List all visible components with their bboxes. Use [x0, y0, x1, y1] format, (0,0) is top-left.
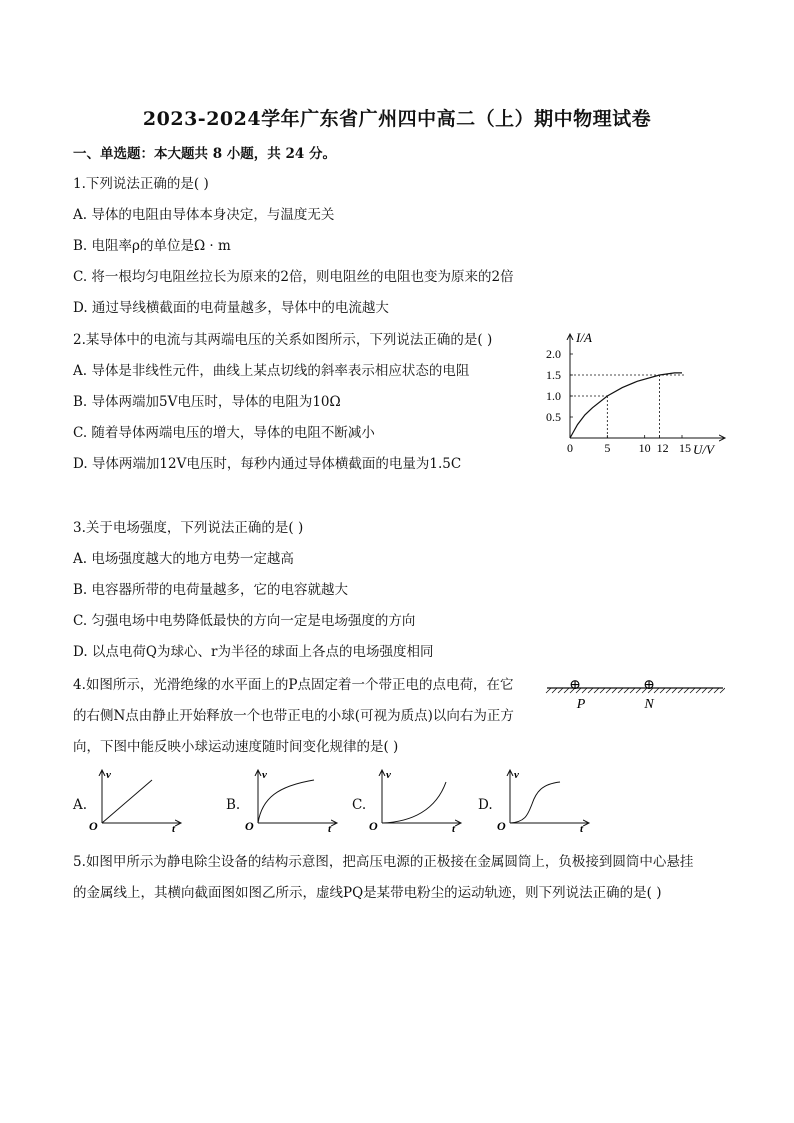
q4-option-d-label: D. [478, 797, 493, 813]
charge-n-icon: ⊕ [643, 678, 655, 693]
x-tick-label: 0 [567, 441, 573, 455]
axis-v-label: v [106, 769, 111, 781]
y-axis-label: I/A [576, 330, 592, 345]
axis-t-label: t [328, 823, 332, 832]
y-tick-label: 0.5 [546, 410, 561, 424]
q1-stem: 1.下列说法正确的是( ) [73, 176, 209, 192]
label-p: P [576, 697, 586, 712]
axis-t-label: t [580, 823, 584, 832]
axis-t-label: t [172, 823, 176, 832]
q2-option-a: A. 导体是非线性元件，曲线上某点切线的斜率表示相应状态的电阻 [73, 363, 470, 379]
q2-option-c: C. 随着导体两端电压的增大，导体的电阻不断减小 [73, 425, 375, 441]
q4-stem-line2: 的右侧N点由静止开始释放一个也带正电的小球(可视为质点)以向右为正方 [73, 708, 514, 724]
x-tick-label: 12 [656, 441, 669, 455]
vt-curve-a [102, 780, 152, 823]
iu-chart-svg [540, 328, 730, 463]
q5-stem-line1: 5.如图甲所示为静电除尘设备的结构示意图，把高压电源的正极接在金属圆筒上，负极接到圆筒中心悬挂 [73, 854, 694, 870]
label-n: N [644, 697, 654, 712]
y-tick-label: 1.5 [546, 368, 561, 382]
q4-graph-d [494, 768, 594, 832]
vt-curve-b [258, 780, 314, 823]
charge-p-icon: ⊕ [569, 678, 581, 693]
axis-v-label: v [386, 769, 391, 781]
y-tick-label: 1.0 [546, 389, 561, 403]
y-tick-label: 2.0 [546, 347, 561, 361]
q2-option-d: D. 导体两端加12V电压时，每秒内通过导体横截面的电量为1.5C [73, 456, 462, 472]
x-axis-label: U/V [693, 442, 714, 457]
origin-label: O [369, 819, 378, 832]
q4-graph-b [242, 768, 342, 832]
q1-option-a: A. 导体的电阻由导体本身决定，与温度无关 [73, 207, 335, 223]
axis-t-label: t [452, 823, 456, 832]
origin-label: O [89, 819, 98, 832]
q4-stem-line3: 向，下图中能反映小球运动速度随时间变化规律的是( ) [73, 739, 399, 755]
q4-option-b-label: B. [226, 797, 241, 813]
q3-stem: 3.关于电场强度，下列说法正确的是( ) [73, 520, 304, 536]
q4-surface-figure [545, 674, 725, 714]
series-line [570, 373, 682, 438]
q4-graph-a [86, 768, 186, 832]
origin-label: O [497, 819, 506, 832]
q1-option-b: B. 电阻率ρ的单位是Ω · m [73, 238, 231, 254]
axis-v-label: v [514, 769, 519, 781]
q2-option-b: B. 导体两端加5V电压时，导体的电阻为10Ω [73, 394, 341, 410]
q1-option-d: D. 通过导线横截面的电荷量越多，导体中的电流越大 [73, 300, 389, 316]
q3-option-c: C. 匀强电场中电势降低最快的方向一定是电场强度的方向 [73, 613, 416, 629]
vt-curve-d [510, 782, 560, 823]
q1-option-c: C. 将一根均匀电阻丝拉长为原来的2倍，则电阻丝的电阻也变为原来的2倍 [73, 269, 514, 285]
section-heading: 一、单选题：本大题共 8 小题，共 24 分。 [73, 146, 336, 162]
q4-option-a-label: A. [73, 797, 88, 813]
iu-chart [540, 328, 730, 463]
x-tick-label: 5 [604, 441, 611, 455]
page-title: 2023-2024学年广东省广州四中高二（上）期中物理试卷 [142, 108, 652, 130]
q5-stem-line2: 的金属线上，其横向截面图如图乙所示，虚线PQ是某带电粉尘的运动轨迹，则下列说法正确的是( ) [73, 885, 662, 901]
q3-option-d: D. 以点电荷Q为球心、r为半径的球面上各点的电场强度相同 [73, 644, 434, 660]
x-tick-label: 10 [638, 441, 651, 455]
axis-v-label: v [262, 769, 267, 781]
origin-label: O [245, 819, 254, 832]
q3-option-a: A. 电场强度越大的地方电势一定越高 [73, 551, 294, 567]
q4-stem-line1: 4.如图所示，光滑绝缘的水平面上的P点固定着一个带正电的点电荷，在它 [73, 677, 514, 693]
x-tick-label: 15 [679, 441, 691, 455]
q3-option-b: B. 电容器所带的电荷量越多，它的电容就越大 [73, 582, 349, 598]
q2-stem: 2.某导体中的电流与其两端电压的关系如图所示，下列说法正确的是( ) [73, 332, 493, 348]
vt-curve-c [382, 782, 446, 823]
q4-option-c-label: C. [352, 797, 367, 813]
q4-graph-c [366, 768, 466, 832]
